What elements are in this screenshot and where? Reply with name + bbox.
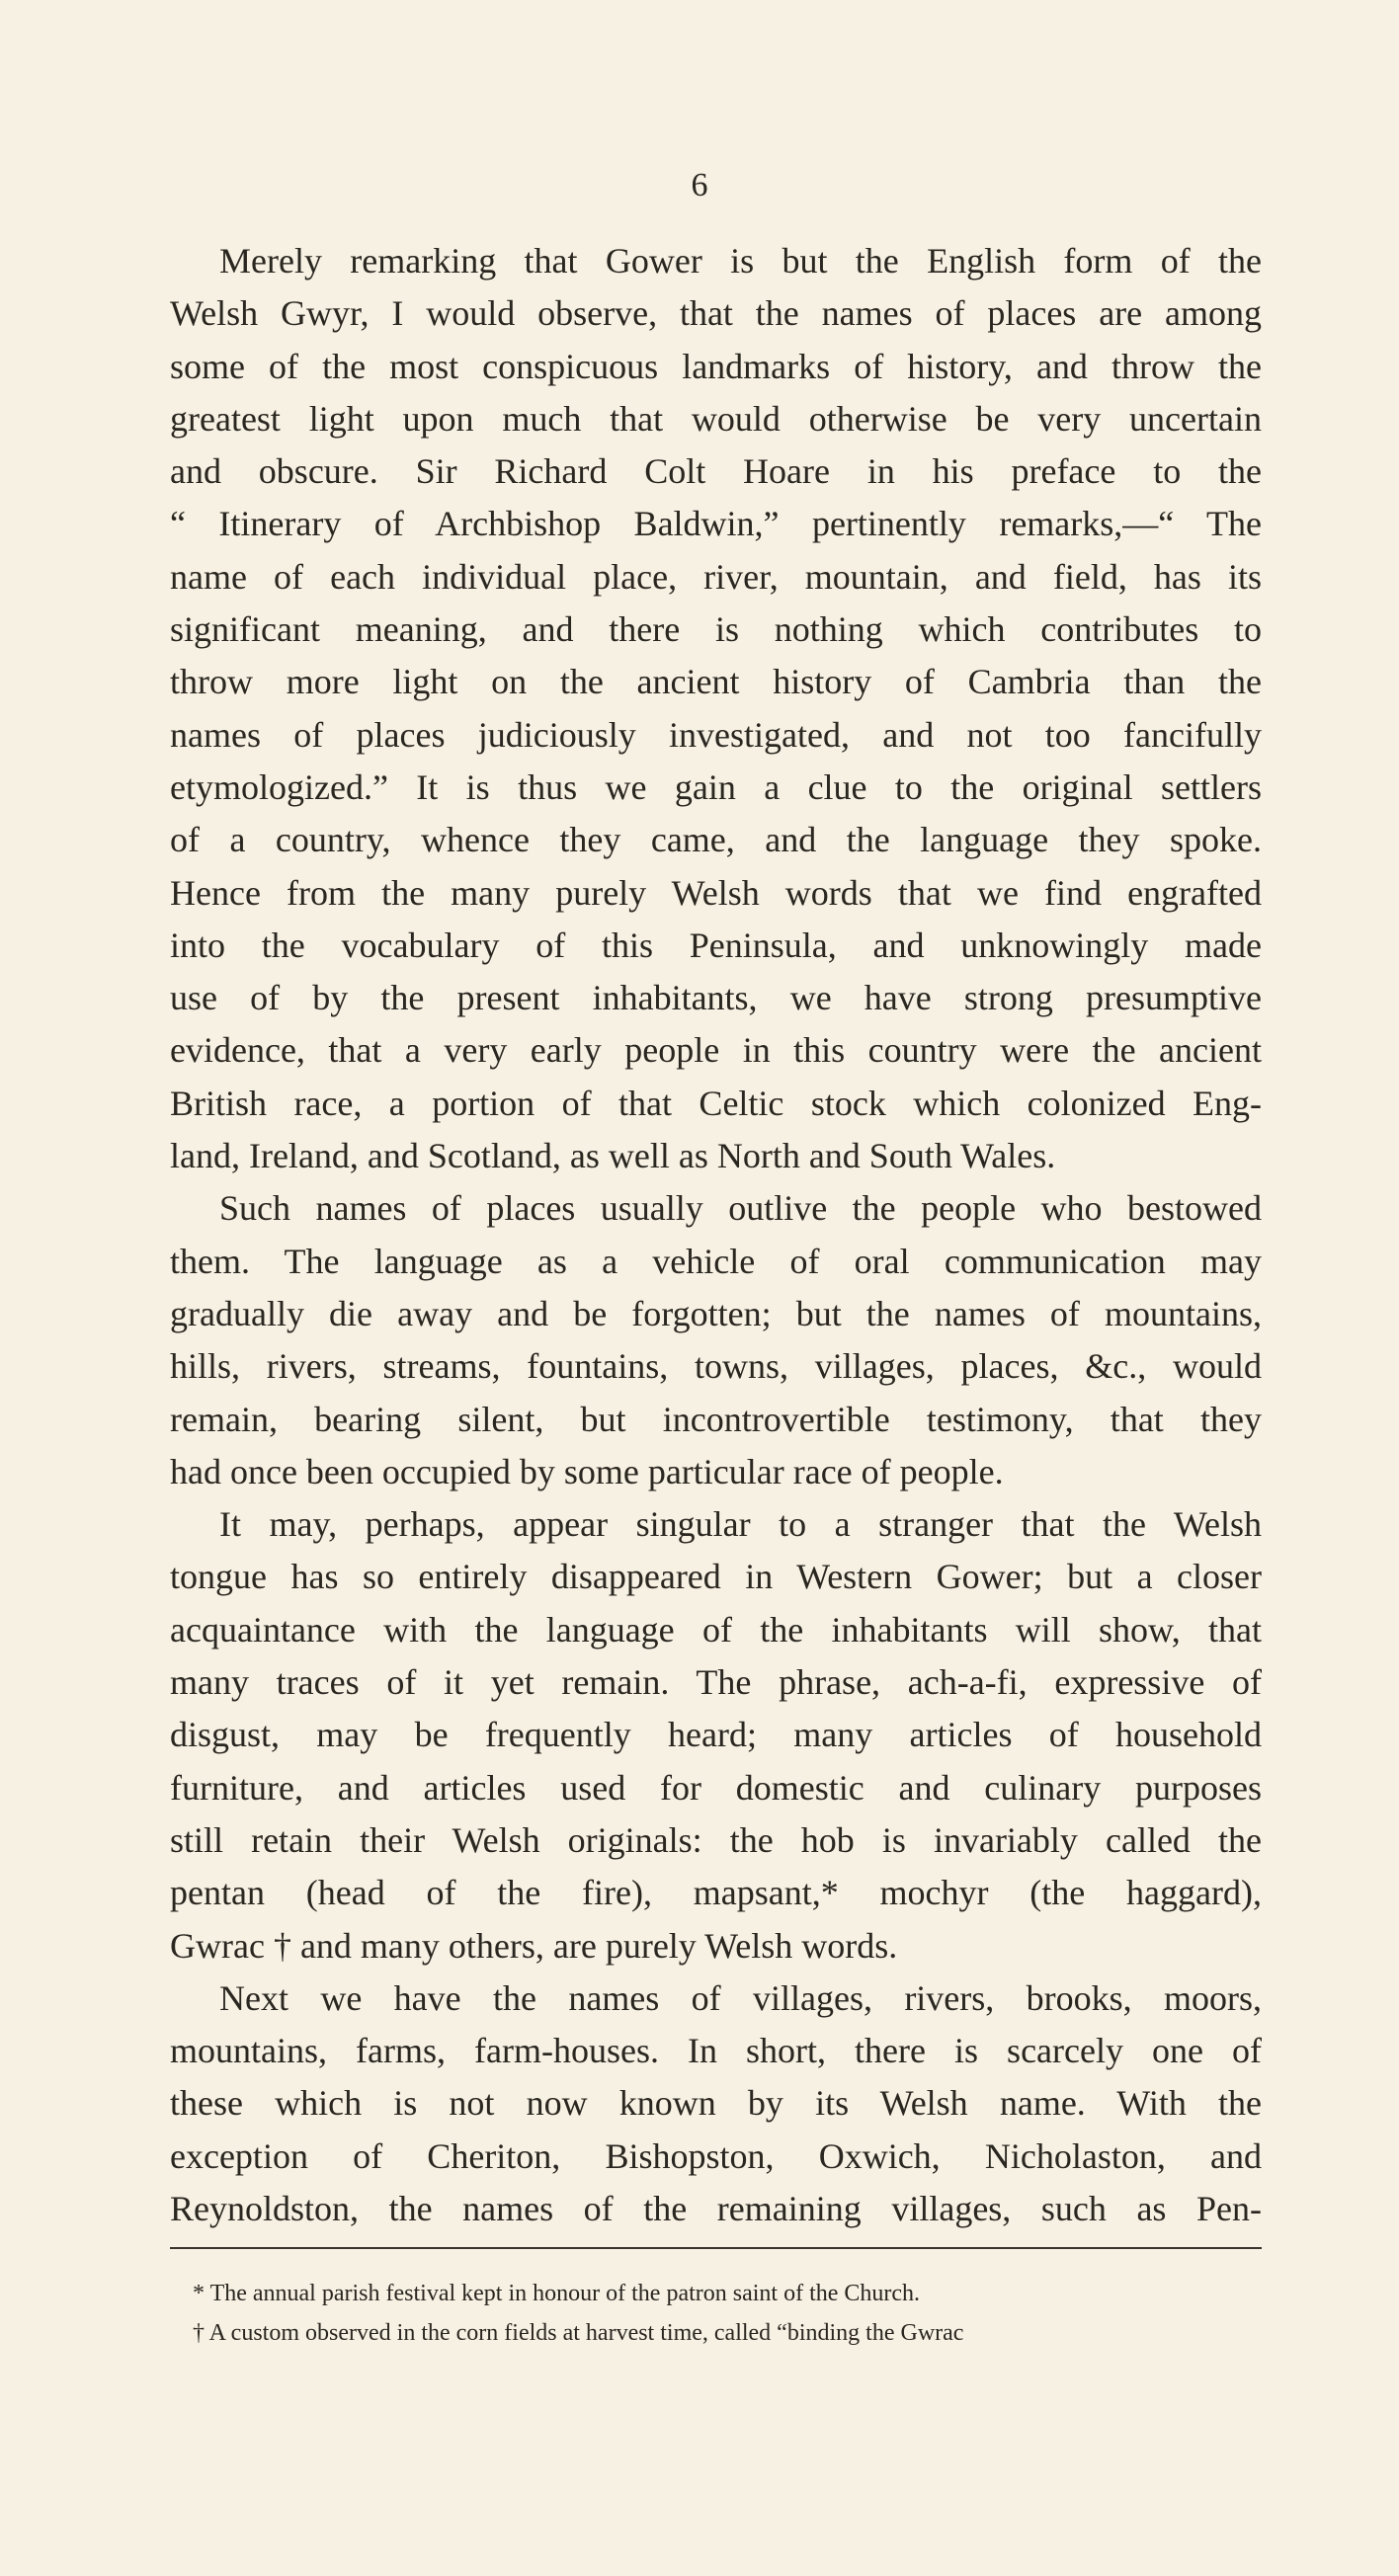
text-line: Hence from the many purely Welsh words that we find engrafted — [170, 872, 1262, 913]
text-line: names of places judiciously investigated, and not too fancifully — [170, 714, 1262, 755]
text-line: Welsh Gwyr, I would observe, that the names of places are among — [170, 293, 1262, 334]
text-line: of a country, whence they came, and the language they spoke. — [170, 820, 1262, 860]
text-line: Gwrac † and many others, are purely Welsh words. — [170, 1925, 898, 1966]
text-line: gradually die away and be forgotten; but the names of mountains, — [170, 1293, 1262, 1333]
page-number: 6 — [691, 167, 708, 203]
footnotes — [193, 2274, 1262, 2353]
text-line: evidence, that a very early people in this country were the ancient — [170, 1030, 1262, 1071]
text-line: some of the most conspicuous landmarks of history, and throw the — [170, 346, 1262, 386]
text-line: Next we have the names of villages, rivers, brooks, moors, — [219, 1977, 1262, 2018]
body-text — [170, 235, 1262, 2235]
text-line: tongue has so entirely disappeared in Western Gower; but a closer — [170, 1557, 1262, 1597]
text-line: Merely remarking that Gower is but the English form of the — [219, 241, 1262, 281]
text-line: furniture, and articles used for domestic and culinary purposes — [170, 1767, 1262, 1808]
text-line: throw more light on the ancient history of Cambria than the — [170, 662, 1262, 702]
text-line: hills, rivers, streams, fountains, towns, villages, places, &c., would — [170, 1346, 1262, 1387]
text-line: many traces of it yet remain. The phrase, ach-a-fi, expressive of — [170, 1662, 1262, 1703]
text-line: them. The language as a vehicle of oral communication may — [170, 1241, 1262, 1281]
text-line: It may, perhaps, appear singular to a stranger that the Welsh — [219, 1504, 1262, 1545]
text-line: still retain their Welsh originals: the hob is invariably called the — [170, 1819, 1262, 1860]
text-line: remain, bearing silent, but incontrovertible testimony, that they — [170, 1399, 1262, 1439]
text-line: into the vocabulary of this Peninsula, and unknowingly made — [170, 925, 1262, 965]
text-line: greatest light upon much that would otherwise be very uncertain — [170, 398, 1262, 439]
text-line: land, Ireland, and Scotland, as well as North and South Wales. — [170, 1136, 1056, 1176]
text-line: “ Itinerary of Archbishop Baldwin,” pertinently remarks,—“ The — [170, 504, 1262, 544]
text-line: name of each individual place, river, mountain, and field, has its — [170, 556, 1262, 597]
text-line: Reynoldston, the names of the remaining villages, such as Pen- — [170, 2188, 1262, 2228]
text-line: exception of Cheriton, Bishopston, Oxwich, Nicholaston, and — [170, 2135, 1262, 2176]
text-line: these which is not now known by its Welsh name. With the — [170, 2083, 1262, 2124]
text-line: and obscure. Sir Richard Colt Hoare in his preface to the — [170, 451, 1262, 492]
footnote-divider — [170, 2247, 1262, 2249]
footnote: * The annual parish festival kept in honour of the patron saint of the Church. — [193, 2281, 921, 2306]
text-line: use of by the present inhabitants, we have strong presumptive — [170, 978, 1262, 1018]
text-line: British race, a portion of that Celtic stock which colonized Eng- — [170, 1083, 1262, 1123]
text-line: significant meaning, and there is nothing which contributes to — [170, 609, 1262, 650]
text-line: had once been occupied by some particular race of people. — [170, 1451, 1004, 1491]
text-line: mountains, farms, farm-houses. In short, there is scarcely one of — [170, 2031, 1262, 2071]
text-line: Such names of places usually outlive the people who bestowed — [219, 1188, 1262, 1229]
text-line: etymologized.” It is thus we gain a clue to the original settlers — [170, 766, 1262, 807]
text-line: pentan (head of the fire), mapsant,* mochyr (the haggard), — [170, 1873, 1262, 1913]
text-line: disgust, may be frequently heard; many articles of household — [170, 1715, 1262, 1755]
footnote: † A custom observed in the corn fields at harvest time, called “binding the Gwrac — [193, 2320, 964, 2346]
text-line: acquaintance with the language of the inhabitants will show, that — [170, 1609, 1262, 1650]
